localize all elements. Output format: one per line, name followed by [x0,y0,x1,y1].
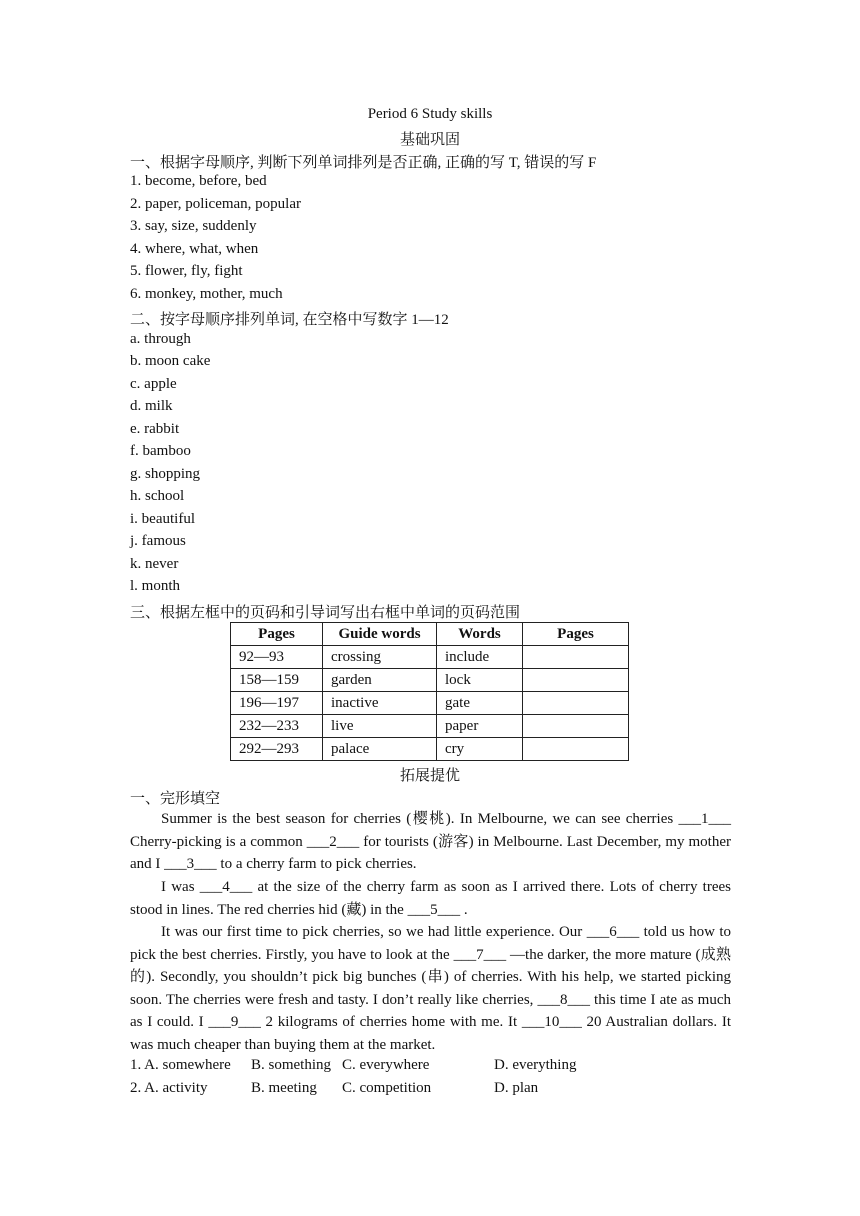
part1-item: 3. say, size, suddenly [130,218,257,234]
cloze-paragraph: It was our first time to pick cherries, so we had little experience. Our ___6___ told us how to pick the best cherries. Firstly, you have to look at the ___7___ —the darker, the more mature (成熟的). Secondly, you shouldn’t pick big bunches (串) of cherries. With his help, we started picking soon. The cherries were fresh and tasty. I don’t really like cherries, ___8___ this time I ate as much as I could. I ___9___ 2 kilograms of cherries home with me. It ___10___ 20 Australian dollars. It was much cheaper than buying them at the market. [130,924,731,1053]
table-row [231,692,629,715]
option-text: C. everywhere [342,1057,430,1073]
option-text: D. plan [494,1080,539,1096]
table-cell: live [323,715,437,738]
part1-item: 5. flower, fly, fight [130,263,243,279]
table-cell: 92—93 [231,646,323,669]
answer-cell[interactable] [523,715,629,738]
table-cell: 196—197 [231,692,323,715]
part1-item: 1. become, before, bed [130,173,267,189]
answer-cell[interactable] [523,646,629,669]
section-basic-heading: 基础巩固 [399,132,460,148]
table-cell: cry [437,738,523,761]
part2-heading: 二、按字母顺序排列单词, 在空格中写数字 1—12 [130,312,449,328]
cloze-paragraph: I was ___4___ at the size of the cherry farm as soon as I arrived there. Lots of cherry trees stood in lines. The red cherries hid (藏) in the ___5___ . [130,879,731,918]
table-cell: 232—233 [231,715,323,738]
table-cell: gate [437,692,523,715]
part1-item: 4. where, what, when [130,241,259,257]
part2-item: l. month [130,578,181,594]
column-header: Pages [231,623,323,646]
part2-item: a. through [130,331,191,347]
option-text: D. everything [494,1057,577,1073]
part2-item: h. school [130,488,185,504]
table-row [231,715,629,738]
table-header-row [231,623,629,646]
table-cell: paper [437,715,523,738]
part2-item: g. shopping [130,466,201,482]
column-header: Words [437,623,523,646]
option-text: B. something [251,1057,332,1073]
part1-heading: 一、根据字母顺序, 判断下列单词排列是否正确, 正确的写 T, 错误的写 F [130,155,597,171]
table-cell: crossing [323,646,437,669]
part1-item: 2. paper, policeman, popular [130,196,302,212]
cloze-heading: 一、完形填空 [130,791,221,807]
table-cell: include [437,646,523,669]
option-text: C. competition [342,1080,432,1096]
part2-item: i. beautiful [130,511,195,527]
column-header: Guide words [323,623,437,646]
section-extend-heading: 拓展提优 [399,768,460,784]
table-row [231,669,629,692]
part1-item: 6. monkey, mother, much [130,286,283,302]
part2-item: b. moon cake [130,353,211,369]
part2-item: e. rabbit [130,421,180,437]
part2-item: d. milk [130,398,173,414]
table-cell: palace [323,738,437,761]
page-range-table [230,622,629,761]
answer-cell[interactable] [523,738,629,761]
answer-cell[interactable] [523,692,629,715]
option-text: 2. A. activity [130,1080,208,1096]
option-text: B. meeting [251,1080,317,1096]
part2-item: k. never [130,556,179,572]
part2-item: j. famous [130,533,186,549]
table-cell: 158—159 [231,669,323,692]
column-header: Pages [523,623,629,646]
table-cell: lock [437,669,523,692]
part2-item: c. apple [130,376,177,392]
option-text: 1. A. somewhere [130,1057,231,1073]
answer-cell[interactable] [523,669,629,692]
part3-heading: 三、根据左框中的页码和引导词写出右框中单词的页码范围 [130,605,521,621]
table-cell: 292—293 [231,738,323,761]
page-title: Period 6 Study skills [367,106,493,122]
table-row [231,738,629,761]
table-row [231,646,629,669]
part2-item: f. bamboo [130,443,191,459]
table-cell: garden [323,669,437,692]
table-cell: inactive [323,692,437,715]
cloze-paragraph: Summer is the best season for cherries (樱桃). In Melbourne, we can see cherries ___1___ Cherry-picking is a common ___2___ for tourists (游客) in Melbourne. Last December, my mother and I ___3___ to a cherry farm to pick cherries. [130,811,731,872]
